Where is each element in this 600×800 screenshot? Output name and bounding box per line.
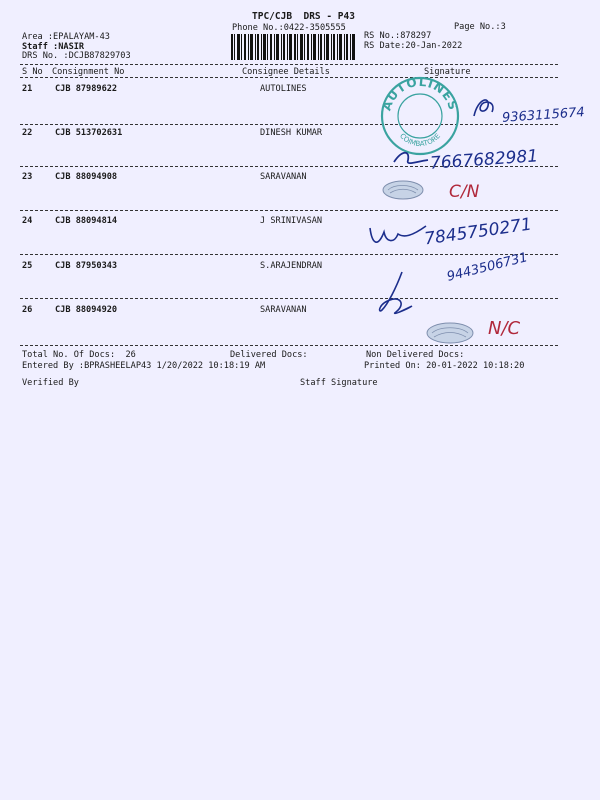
phone-number: Phone No.:0422-3505555 <box>232 23 346 33</box>
entered-by: Entered By :BPRASHEELAP43 1/20/2022 10:18:19 AM <box>22 361 266 371</box>
row-consignment: CJB 88094920 <box>55 305 118 315</box>
col-sno: S No <box>22 67 43 77</box>
row-consignment: CJB 88094814 <box>55 216 118 226</box>
row-sno: 21 <box>22 84 33 94</box>
row-divider <box>20 210 558 211</box>
staff-signature: Staff Signature <box>300 378 378 388</box>
row-consignment: CJB 87989622 <box>55 84 118 94</box>
total-docs: Total No. Of Docs: 26 <box>22 350 136 360</box>
row-sno: 24 <box>22 216 33 226</box>
row-consignee: DINESH KUMAR <box>260 128 323 138</box>
thumbprint-23 <box>380 178 426 202</box>
handwritten-note: C/N <box>449 182 480 202</box>
col-consignee: Consignee Details <box>242 67 330 77</box>
col-consignment: Consignment No <box>52 67 125 77</box>
row-sno: 26 <box>22 305 33 315</box>
stamp-bottom-text: COIMBATORE <box>398 132 442 149</box>
document-title: TPC/CJB DRS - P43 <box>252 11 355 22</box>
row-divider <box>20 298 558 299</box>
handwritten-phone: 7845750271 <box>423 214 534 250</box>
page-number: Page No.:3 <box>454 22 506 32</box>
staff-label: Staff :NASIR <box>22 42 85 52</box>
row-consignment: CJB 513702631 <box>55 128 123 138</box>
row-consignee: SARAVANAN <box>260 305 307 315</box>
row-sno: 22 <box>22 128 33 138</box>
printed-on: Printed On: 20-01-2022 10:18:20 <box>364 361 525 371</box>
row-consignee: AUTOLINES <box>260 84 307 94</box>
row-consignee: SARAVANAN <box>260 172 307 182</box>
signature-21 <box>470 96 500 122</box>
delivered-docs: Delivered Docs: <box>230 350 308 360</box>
drs-number: DRS No. :DCJB87829703 <box>22 51 131 61</box>
row-divider <box>20 345 558 346</box>
row-consignee: S.ARAJENDRAN <box>260 261 323 271</box>
row-consignment: CJB 88094908 <box>55 172 118 182</box>
divider <box>20 77 558 78</box>
barcode <box>231 34 355 60</box>
non-delivered-docs: Non Delivered Docs: <box>366 350 465 360</box>
verified-by: Verified By <box>22 378 79 388</box>
handwritten-phone: 7667682981 <box>429 146 539 174</box>
rs-number: RS No.:878297 <box>364 31 432 41</box>
row-consignee: J SRINIVASAN <box>260 216 323 226</box>
row-sno: 25 <box>22 261 33 271</box>
handwritten-note: N/C <box>488 318 521 339</box>
thumbprint-26 <box>424 320 476 346</box>
signature-25 <box>376 270 416 318</box>
handwritten-phone: 9363115674 <box>501 105 586 126</box>
row-sno: 23 <box>22 172 33 182</box>
row-divider <box>20 254 558 255</box>
row-consignment: CJB 87950343 <box>55 261 118 271</box>
row-divider <box>20 124 558 125</box>
signature-22 <box>392 146 430 170</box>
divider <box>20 64 558 65</box>
col-signature: Signature <box>424 67 471 77</box>
rs-date: RS Date:20-Jan-2022 <box>364 41 463 51</box>
area-label: Area :EPALAYAM-43 <box>22 32 110 42</box>
signature-24 <box>368 222 428 252</box>
stamp-top-text: AUTOLINES <box>379 74 461 113</box>
handwritten-phone: 9443506731 <box>445 250 530 285</box>
